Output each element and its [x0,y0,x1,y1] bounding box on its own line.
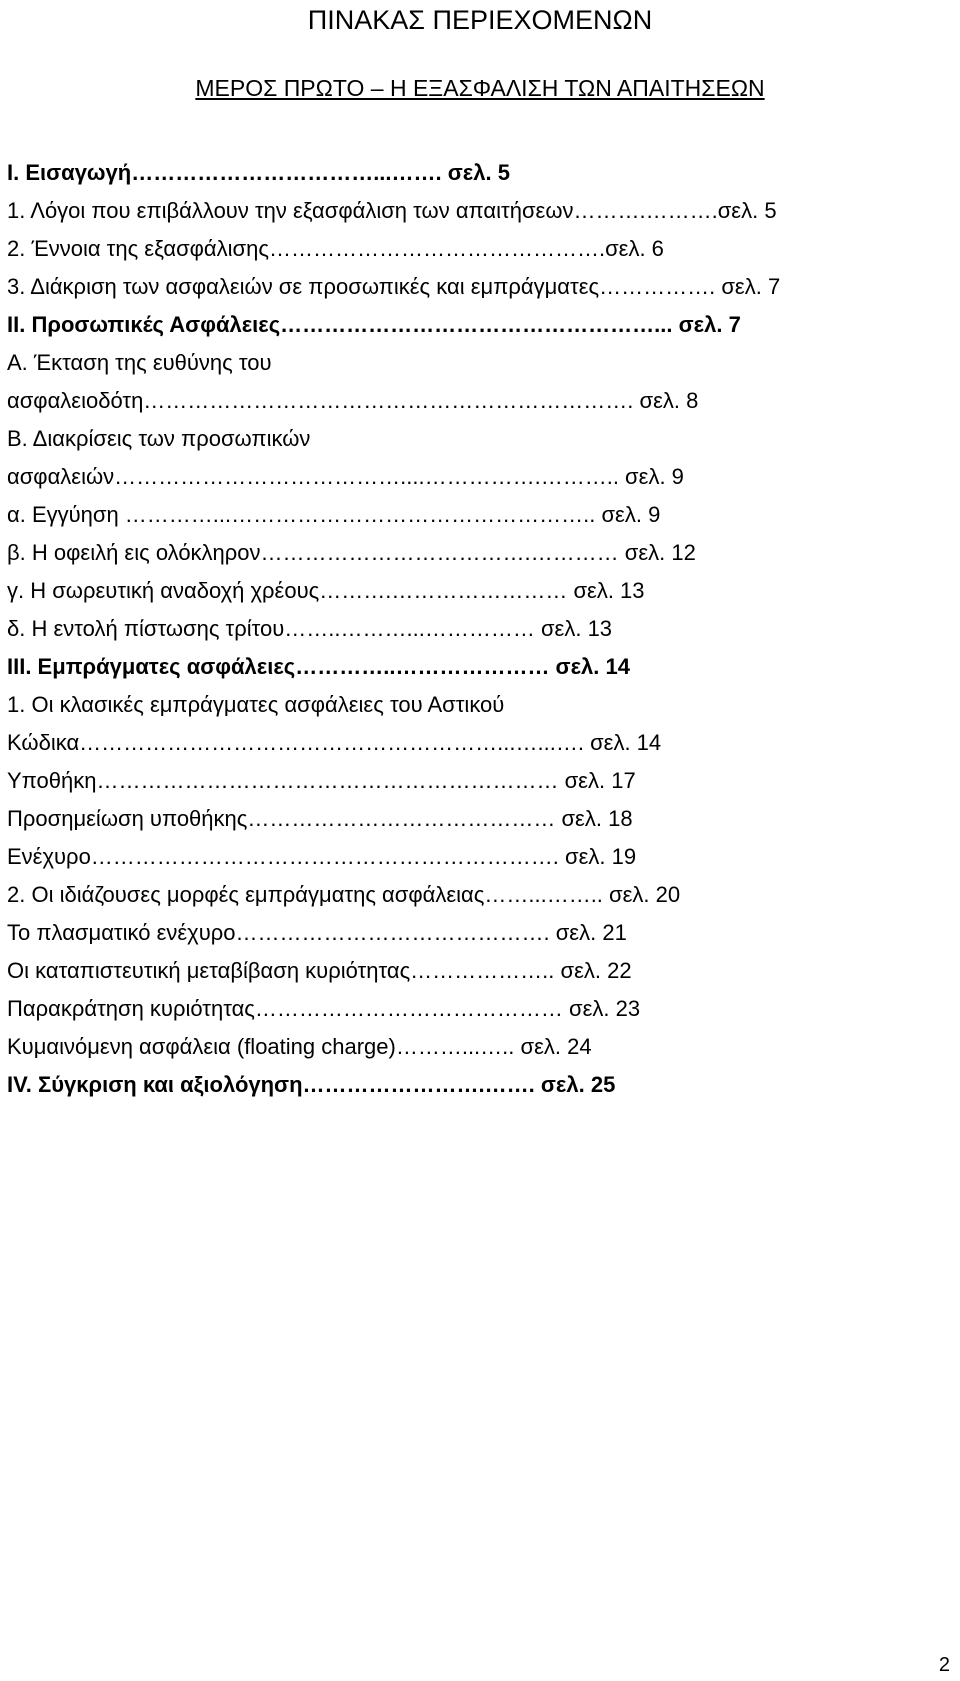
toc-entry: Κυμαινόμενη ασφάλεια (floating charge)………...….. σελ. 24 [7,1034,592,1059]
toc-entry: Το πλασματικό ενέχυρο……………………………………. σελ. 21 [7,920,627,945]
toc-entry: Α. Έκταση της ευθύνης του [7,350,272,375]
toc-entry: Υποθήκη……………………………………………………… σελ. 17 [7,768,636,793]
toc-entry: γ. Η σωρευτική αναδοχή χρέους……….…………………… σελ. 13 [7,578,645,603]
toc-entry: ΙΙ. Προσωπικές Ασφάλειες……………………………………………... σελ. 7 [7,312,741,337]
toc-entry: ασφαλειών…………………………………....…………….……….. σελ. 9 [7,464,684,489]
toc-entry: ΙΙΙ. Εμπράγματες ασφάλειες…………..………………… σελ. 14 [7,654,630,679]
toc-entry: Β. Διακρίσεις των προσωπικών [7,426,311,451]
toc-entry: 3. Διάκριση των ασφαλειών σε προσωπικές και εμπράγματες……………. σελ. 7 [7,274,781,299]
toc-entry: ασφαλειοδότη…………………………………………………………. σελ. 8 [7,388,699,413]
toc-entry: 1. Οι κλασικές εμπράγματες ασφάλειες του Αστικού [7,692,505,717]
toc-entry: 2. Οι ιδιάζουσες μορφές εμπράγματης ασφάλειας……...…….. σελ. 20 [7,882,681,907]
toc-entry: α. Εγγύηση …………...………………………………………….. σελ. 9 [7,502,661,527]
toc-entry: Κώδικα…………………………………………………...…...…. σελ. 14 [7,730,662,755]
page-title: ΠΙΝΑΚΑΣ ΠΕΡΙΕΧΟΜΕΝΩΝ [307,5,653,35]
page-number: 2 [938,1654,950,1676]
table-of-contents [7,154,897,1104]
part-heading: ΜΕΡΟΣ ΠΡΩΤΟ – Η ΕΞΑΣΦΑΛΙΣΗ ΤΩΝ ΑΠΑΙΤΗΣΕΩΝ [195,75,765,101]
toc-entry: Παρακράτηση κυριότητας…………………………………… σελ. 23 [7,996,641,1021]
toc-entry: Ενέχυρο………………………………………………………. σελ. 19 [7,844,637,869]
toc-entry: Προσημείωση υποθήκης…………………………………… σελ. 18 [7,806,633,831]
toc-entry: δ. Η εντολή πίστωσης τρίτου……..………...…………… σελ. 13 [7,616,613,641]
toc-entry: Ι. Εισαγωγή……………………………...……. σελ. 5 [7,160,510,185]
toc-entry: ΙV. Σύγκριση και αξιολόγηση…………………….……. σελ. 25 [7,1072,616,1097]
toc-entry: 1. Λόγοι που επιβάλλουν την εξασφάλιση των απαιτήσεων……….……….σελ. 5 [7,198,777,223]
toc-entry: 2. Έννοια της εξασφάλισης……………………………………….σελ. 6 [7,236,664,261]
toc-entry: Οι καταπιστευτική μεταβίβαση κυριότητας……………….. σελ. 22 [7,958,632,983]
toc-entry: β. Η οφειλή εις ολόκληρον……………………………….………… σελ. 12 [7,540,696,565]
